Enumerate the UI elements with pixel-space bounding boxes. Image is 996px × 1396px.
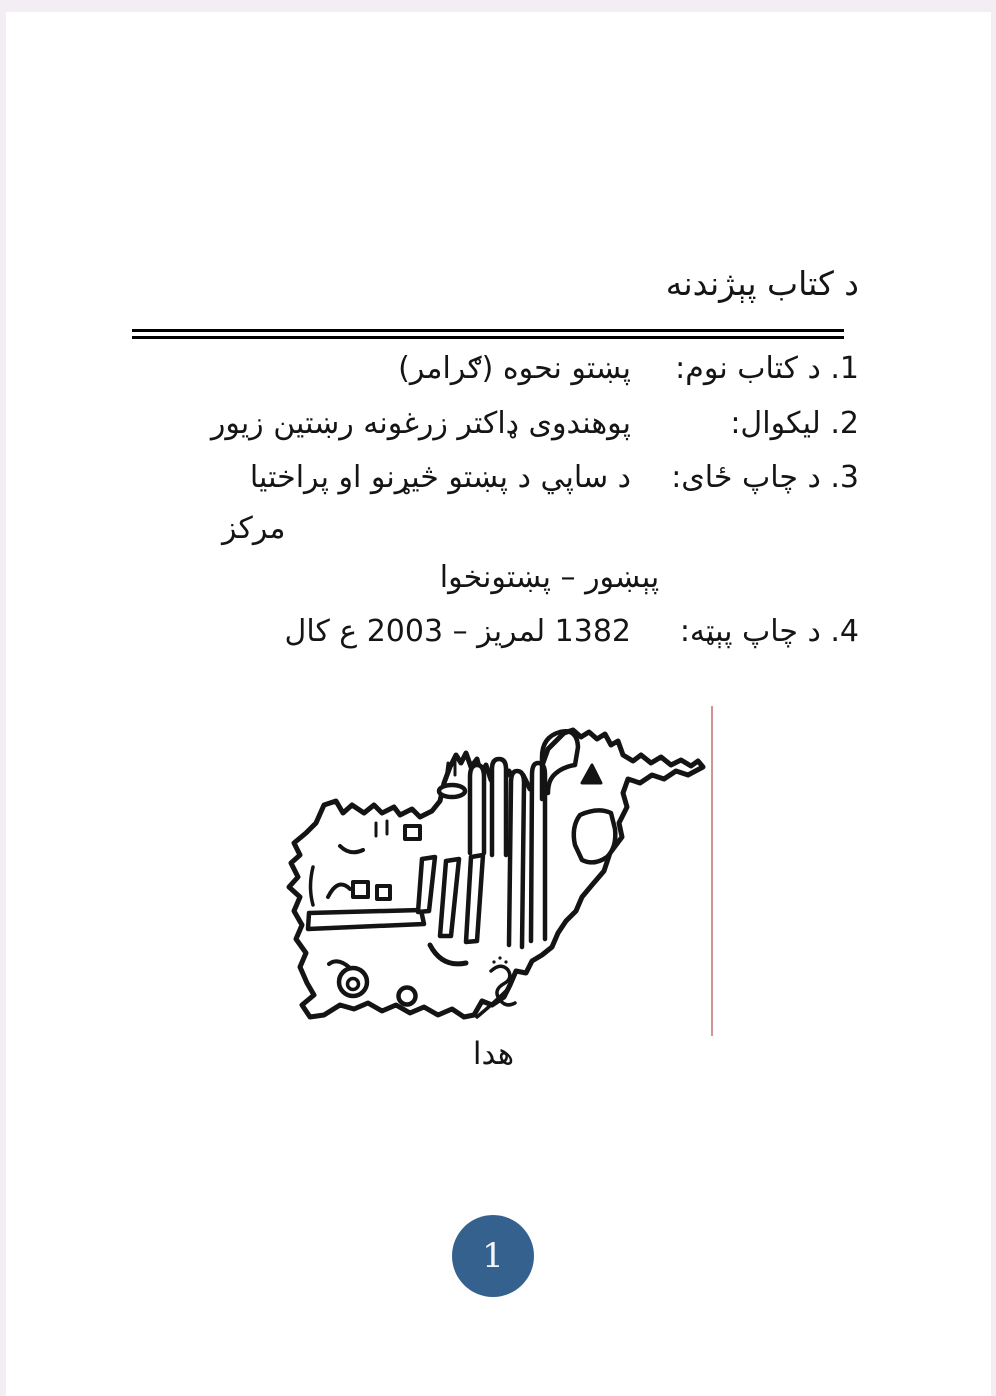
field-value: پښتو نحوه (ګرامر) [398,351,631,386]
field-value: د ساپي د پښتو څیړنو او پراختیا [249,460,631,495]
field-label: 1. د کتاب نوم: [675,351,859,386]
figure-caption: هدا [472,1036,515,1072]
field-value: 1382 لمریز – 2003 ع کال [284,614,631,649]
field-label: 2. لیکوال: [730,406,859,441]
figure-right-divider-line [711,706,713,1036]
afghanistan-map-calligraphy [280,704,712,1026]
location-line: پېښور – پښتونخوا [439,560,660,595]
page-title: د کتاب پېژندنه [665,264,859,303]
page-number: 1 [482,1236,504,1276]
print-place-continuation: مرکز [222,511,286,546]
page-number-badge [452,1215,534,1297]
field-value: پوهندوی ډاکتر زرغونه رښتین زیور [210,406,631,441]
colophon-row-book-name [36,346,859,392]
afghanistan-calligram-figure [280,704,712,1026]
field-label: 4. د چاپ پېټه: [679,614,859,649]
colophon-row-print-place [36,455,859,501]
field-label: 3. د چاپ ځای: [671,460,859,495]
colophon-row-print-date [36,609,859,655]
colophon-row-author [36,401,859,447]
double-rule-divider [132,329,844,339]
paper [6,12,991,1396]
